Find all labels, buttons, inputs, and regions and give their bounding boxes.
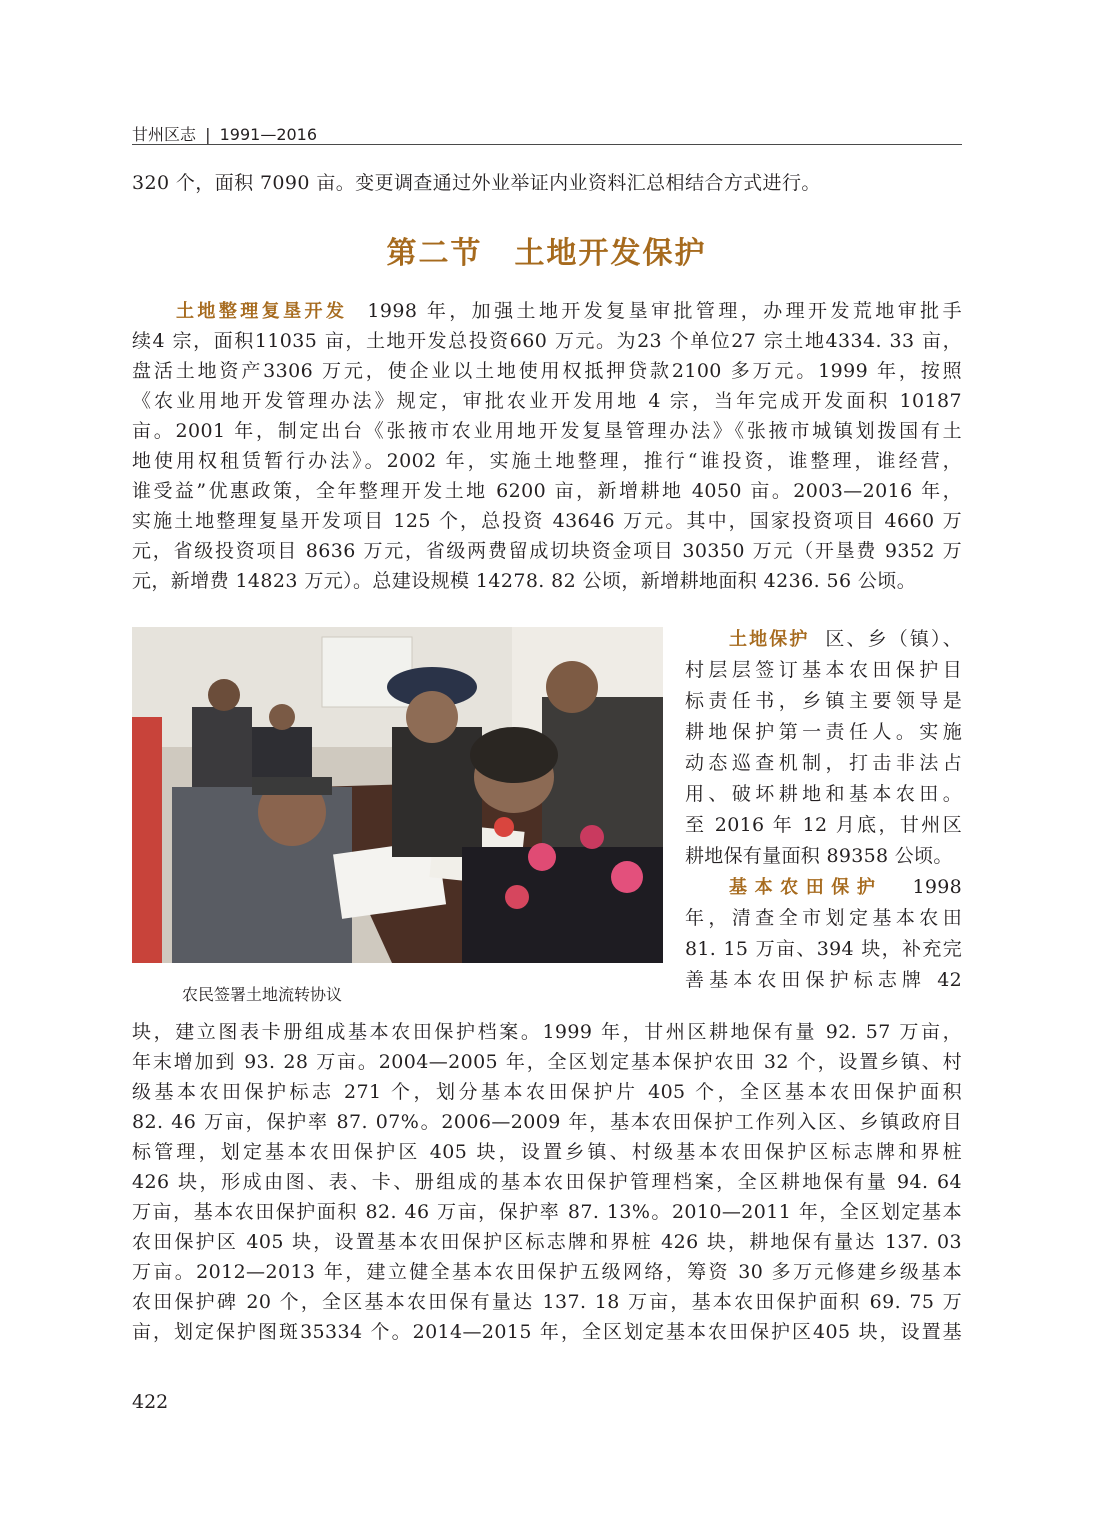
paragraph-line: 农田保护区 405 块，设置基本农田保护区标志牌和界桩 426 块，耕地保有量达 137. 03 xyxy=(132,1231,962,1253)
section-title: 第二节 土地开发保护 xyxy=(386,236,707,271)
paragraph-line: 级基本农田保护标志 271 个，划分基本农田保护片 405 个，全区基本农田保护面积 xyxy=(132,1081,962,1103)
header-rule xyxy=(132,144,962,145)
paragraph-basic-farmland xyxy=(132,1017,962,1347)
paragraph-line: 实施土地整理复垦开发项目 125 个，总投资 43646 万元。其中，国家投资项目 4660 万 xyxy=(132,510,962,532)
paragraph-line: 耕地保有量面积 89358 公顷。 xyxy=(685,845,953,867)
paragraph-line: 农田保护碑 20 个，全区基本农田保有量达 137. 18 万亩，基本农田保护面积 69. 75 万 xyxy=(132,1291,962,1313)
paragraph-first-line xyxy=(132,296,962,326)
paragraph-line: 年末增加到 93. 28 万亩。2004—2005 年，全区划定基本保护农田 32 个，设置乡镇、村 xyxy=(132,1051,962,1073)
paragraph-line: 耕地保护第一责任人。实施 xyxy=(685,721,962,743)
paragraph-line: 标责任书，乡镇主要领导是 xyxy=(685,690,962,712)
paragraph-line: 续4 宗，面积11035 亩，土地开发总投资660 万元。为23 个单位27 宗土地4334. 33 亩， xyxy=(132,330,962,352)
running-header xyxy=(132,122,962,144)
paragraph-keyword: 土地保护 xyxy=(729,629,810,650)
paragraph-line: 《农业用地开发管理办法》规定，审批农业开发用地 4 宗，当年完成开发面积 10187 xyxy=(132,390,962,412)
paragraph-line: 亩，划定保护图斑35334 个。2014—2015 年，全区划定基本农田保护区405 块，设置基 xyxy=(132,1321,962,1343)
paragraph-line: 地使用权租赁暂行办法》。2002 年，实施土地整理，推行“谁投资，谁整理，谁经营， xyxy=(132,450,962,472)
header-separator: | xyxy=(205,125,211,144)
paragraph-line: 81. 15 万亩、394 块，补充完 xyxy=(685,938,962,960)
farmers-signing-photo xyxy=(132,627,663,963)
paragraph-line: 块，建立图表卡册组成基本农田保护档案。1999 年，甘州区耕地保有量 92. 57 万亩， xyxy=(132,1021,962,1043)
paragraph-basic-farmland-side xyxy=(685,872,962,996)
paragraph-line: 用、破坏耕地和基本农田。 xyxy=(685,783,962,805)
photo-caption: 农民签署土地流转协议 xyxy=(182,985,343,1004)
paragraph-line: 亩。2001 年，制定出台《张掖市农业用地开发复垦管理办法》《张掖市城镇划拨国有土 xyxy=(132,420,962,442)
paragraph-line: 426 块，形成由图、表、卡、册组成的基本农田保护管理档案，全区耕地保有量 94. 64 xyxy=(132,1171,962,1193)
paragraph-line: 动态巡查机制，打击非法占 xyxy=(685,752,962,774)
paragraph-line: 万亩，基本农田保护面积 82. 46 万亩，保护率 87. 13%。2010—2011 年，全区划定基本 xyxy=(132,1201,962,1223)
paragraph-keyword: 土地整理复垦开发 xyxy=(176,301,348,322)
paragraph-line: 元，省级投资项目 8636 万元，省级两费留成切块资金项目 30350 万元（开垦费 9352 万 xyxy=(132,540,962,562)
paragraph-text: 1998 年，加强土地开发复垦审批管理，办理开发荒地审批手 xyxy=(367,300,962,322)
paragraph-first-line xyxy=(685,872,962,903)
paragraph-line: 善基本农田保护标志牌 42 xyxy=(685,969,962,991)
paragraph-line: 元，新增费 14823 万元）。总建设规模 14278. 82 公顷，新增耕地面积 4236. 56 公顷。 xyxy=(132,570,917,592)
paragraph-land-protection xyxy=(685,624,962,872)
paragraph-line: 82. 46 万亩，保护率 87. 07%。2006—2009 年，基本农田保护工作列入区、乡镇政府目 xyxy=(132,1111,962,1133)
paragraph-line: 年，清查全市划定基本农田 xyxy=(685,907,962,929)
book-years: 1991—2016 xyxy=(219,125,318,144)
paragraph-text: 区、乡（镇）、 xyxy=(823,628,962,650)
book-title: 甘州区志 xyxy=(132,125,197,144)
intro-paragraph xyxy=(132,168,962,198)
intro-line: 320 个，面积 7090 亩。变更调查通过外业举证内业资料汇总相结合方式进行。 xyxy=(132,172,821,194)
paragraph-line: 谁受益”优惠政策，全年整理开发土地 6200 亩，新增耕地 4050 亩。2003—2016 年， xyxy=(132,480,962,502)
paragraph-keyword: 基本农田保护 xyxy=(729,877,883,898)
paragraph-line: 标管理，划定基本农田保护区 405 块，设置乡镇、村级基本农田保护区标志牌和界桩 xyxy=(132,1141,962,1163)
paragraph-land-consolidation xyxy=(132,296,962,596)
page-number: 422 xyxy=(132,1391,169,1413)
paragraph-first-line xyxy=(685,624,962,655)
paragraph-line: 盘活土地资产3306 万元，使企业以土地使用权抵押贷款2100 多万元。1999 年，按照 xyxy=(132,360,962,382)
paragraph-line: 至 2016 年 12 月底，甘州区 xyxy=(685,814,962,836)
paragraph-line: 村层层签订基本农田保护目 xyxy=(685,659,962,681)
paragraph-text: 1998 xyxy=(912,876,962,898)
paragraph-line: 万亩。2012—2013 年，建立健全基本农田保护五级网络，筹资 30 多万元修建乡级基本 xyxy=(132,1261,962,1283)
